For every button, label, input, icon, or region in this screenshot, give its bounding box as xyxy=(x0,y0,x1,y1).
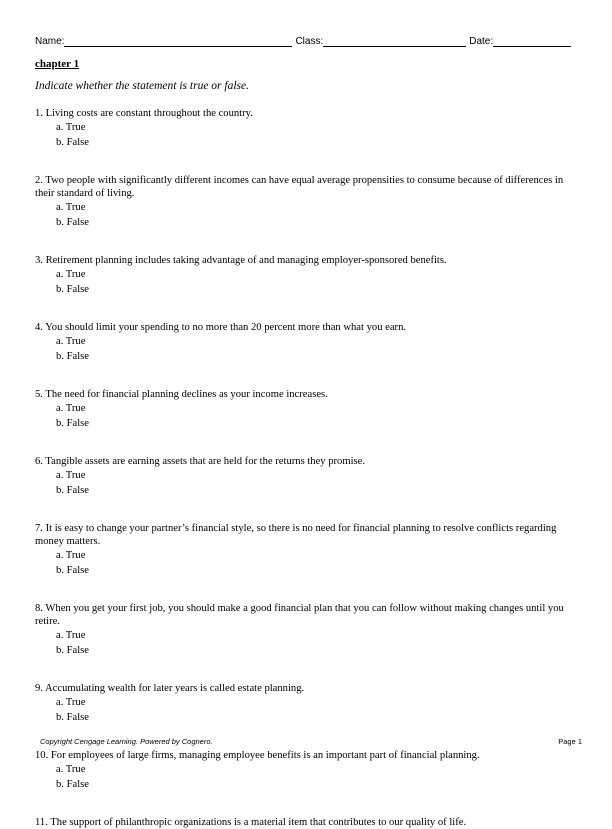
option-true[interactable]: a. True xyxy=(56,550,86,561)
date-label: Date: xyxy=(469,36,494,47)
question-text: 1. Living costs are constant throughout the country. xyxy=(35,108,253,119)
question-item xyxy=(35,602,577,658)
question-item xyxy=(35,682,577,725)
student-info-header xyxy=(35,36,577,47)
question-item xyxy=(35,816,577,829)
question-item xyxy=(35,749,577,792)
question-item xyxy=(35,522,577,578)
question-text: 2. Two people with significantly different incomes can have equal average propensities to consume because of differences in their standard of living. xyxy=(35,175,564,199)
option-true[interactable]: a. True xyxy=(56,764,86,775)
instructions: Indicate whether the statement is true or false. xyxy=(35,80,249,92)
option-false[interactable]: b. False xyxy=(56,712,89,723)
chapter-title: chapter 1 xyxy=(35,58,80,70)
question-item xyxy=(35,388,577,431)
page-footer xyxy=(40,737,582,746)
option-true[interactable]: a. True xyxy=(56,403,86,414)
class-field-line[interactable] xyxy=(323,37,466,47)
option-false[interactable]: b. False xyxy=(56,565,89,576)
question-text: 6. Tangible assets are earning assets that are held for the returns they promise. xyxy=(35,456,366,467)
question-text: 7. It is easy to change your partner’s financial style, so there is no need for financial planning to resolve conflicts regarding money matters. xyxy=(35,523,557,547)
date-field-line[interactable] xyxy=(493,37,571,47)
option-true[interactable]: a. True xyxy=(56,697,86,708)
option-true[interactable]: a. True xyxy=(56,202,86,213)
option-false[interactable]: b. False xyxy=(56,418,89,429)
option-true[interactable]: a. True xyxy=(56,470,86,481)
option-false[interactable]: b. False xyxy=(56,485,89,496)
class-label: Class: xyxy=(295,36,324,47)
option-false[interactable]: b. False xyxy=(56,284,89,295)
question-item xyxy=(35,455,577,498)
question-item xyxy=(35,321,577,364)
name-field-line[interactable] xyxy=(64,37,292,47)
question-text: 5. The need for financial planning declines as your income increases. xyxy=(35,389,328,400)
question-text: 10. For employees of large firms, managing employee benefits is an important part of financial planning. xyxy=(35,750,480,761)
option-true[interactable]: a. True xyxy=(56,336,86,347)
copyright-text: Copyright Cengage Learning. Powered by Cognero. xyxy=(40,737,213,746)
question-item xyxy=(35,174,577,230)
option-true[interactable]: a. True xyxy=(56,630,86,641)
option-false[interactable]: b. False xyxy=(56,645,89,656)
question-text: 8. When you get your first job, you should make a good financial plan that you can follow without making changes until you retire. xyxy=(35,603,564,627)
option-true[interactable]: a. True xyxy=(56,269,86,280)
option-true[interactable]: a. True xyxy=(56,122,86,133)
option-false[interactable]: b. False xyxy=(56,137,89,148)
question-text: 9. Accumulating wealth for later years is called estate planning. xyxy=(35,683,305,694)
question-text: 3. Retirement planning includes taking advantage of and managing employer-sponsored benefits. xyxy=(35,255,447,266)
page-number: Page 1 xyxy=(558,737,582,746)
option-false[interactable]: b. False xyxy=(56,779,89,790)
question-text: 4. You should limit your spending to no more than 20 percent more than what you earn. xyxy=(35,322,407,333)
question-item xyxy=(35,107,577,150)
question-text: 11. The support of philanthropic organizations is a material item that contributes to our quality of life. xyxy=(35,817,467,828)
option-false[interactable]: b. False xyxy=(56,351,89,362)
question-list xyxy=(35,107,577,829)
name-label: Name: xyxy=(35,36,65,47)
question-item xyxy=(35,254,577,297)
option-false[interactable]: b. False xyxy=(56,217,89,228)
